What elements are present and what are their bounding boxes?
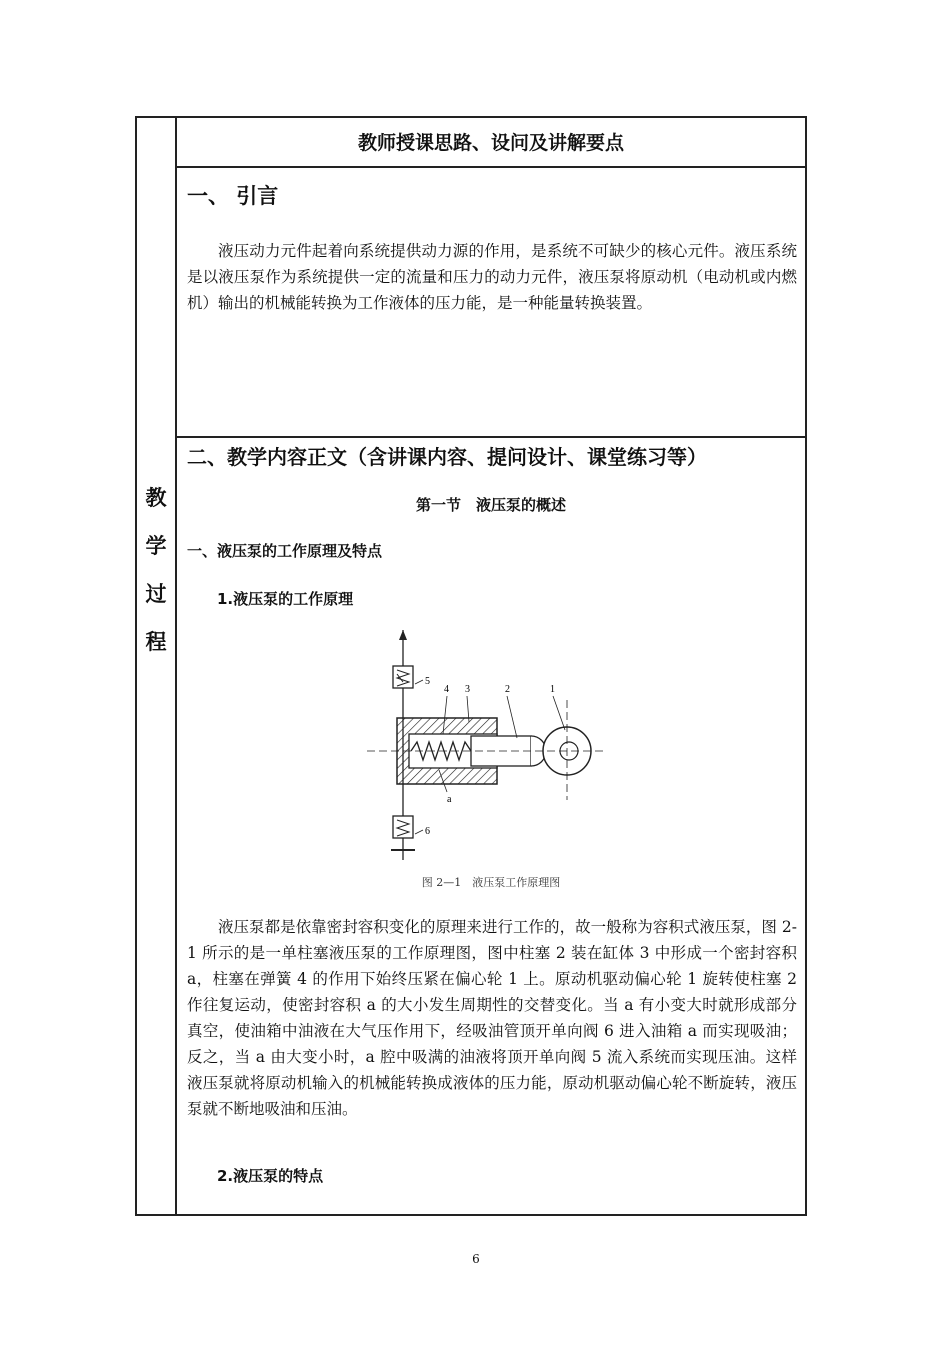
figure-label: 1 (550, 684, 555, 695)
subsection-heading: 一、液压泵的工作原理及特点 (187, 542, 383, 560)
side-label-char: 教 (145, 486, 167, 510)
intro-paragraph: 液压动力元件起着向系统提供动力源的作用，是系统不可缺少的核心元件。液压系统是以液压泵作为系统提供一定的流量和压力的动力元件，液压泵将原动机（电动机或内燃机）输出的机械能转换为工作液体的压力能，是一种能量转换装置。 (187, 242, 797, 312)
figure-label: 5 (425, 676, 430, 687)
figure-caption: 图 2—1 液压泵工作原理图 (421, 876, 561, 889)
figure-label: 4 (444, 684, 449, 695)
main-content-cell (177, 438, 805, 1214)
subsubsection-heading: 1.液压泵的工作原理 (217, 590, 354, 608)
lesson-table (135, 116, 807, 1216)
intro-cell (177, 168, 805, 436)
intro-heading: 一、 引言 (187, 184, 279, 208)
side-label-char: 学 (145, 534, 167, 558)
figure-label: 3 (465, 684, 470, 695)
page-number: 6 (472, 1252, 480, 1266)
check-valve-5-icon (393, 666, 413, 688)
figure-label: 2 (505, 684, 510, 695)
pump-diagram (357, 630, 637, 860)
section2-heading: 二、教学内容正文（含讲课内容、提问设计、课堂练习等） (187, 445, 707, 469)
table-header: 教师授课思路、设问及讲解要点 (357, 132, 624, 154)
flow-arrow-icon (399, 630, 407, 640)
figure-label: a (447, 794, 452, 805)
subsubsection-heading: 2.液压泵的特点 (217, 1167, 324, 1185)
principle-paragraph: 液压泵都是依靠密封容积变化的原理来进行工作的，故一般称为容积式液压泵，图 2-1 所示的是一单柱塞液压泵的工作原理图，图中柱塞 2 装在缸体 3 中形成一个密封容积 a，柱塞在弹簧 4 的作用下始终压紧在偏心轮 1 上。原动机驱动偏心轮 1 旋转使柱塞 2 作往复运动，使密封容积 a 的大小发生周期性的交替变化。当 a 有小变大时就形成部分真空，使油箱中油液在大气压作用下，经吸油管顶开单向阀 6 进入油箱 a 而实现吸油；反之，当 a 由大变小时，a 腔中吸满的油液将顶开单向阀 5 流入系统而实现压油。这样液压泵就将原动机输入的机械能转换成液体的压力能，原动机驱动偏心轮不断旋转，液压泵就不断地吸油和压油。 (187, 918, 797, 1118)
side-label-char: 程 (145, 630, 167, 654)
side-label-char: 过 (145, 582, 167, 606)
side-label-column (137, 474, 175, 666)
chapter-title: 第一节 液压泵的概述 (415, 496, 566, 514)
figure-label: 6 (425, 826, 430, 837)
